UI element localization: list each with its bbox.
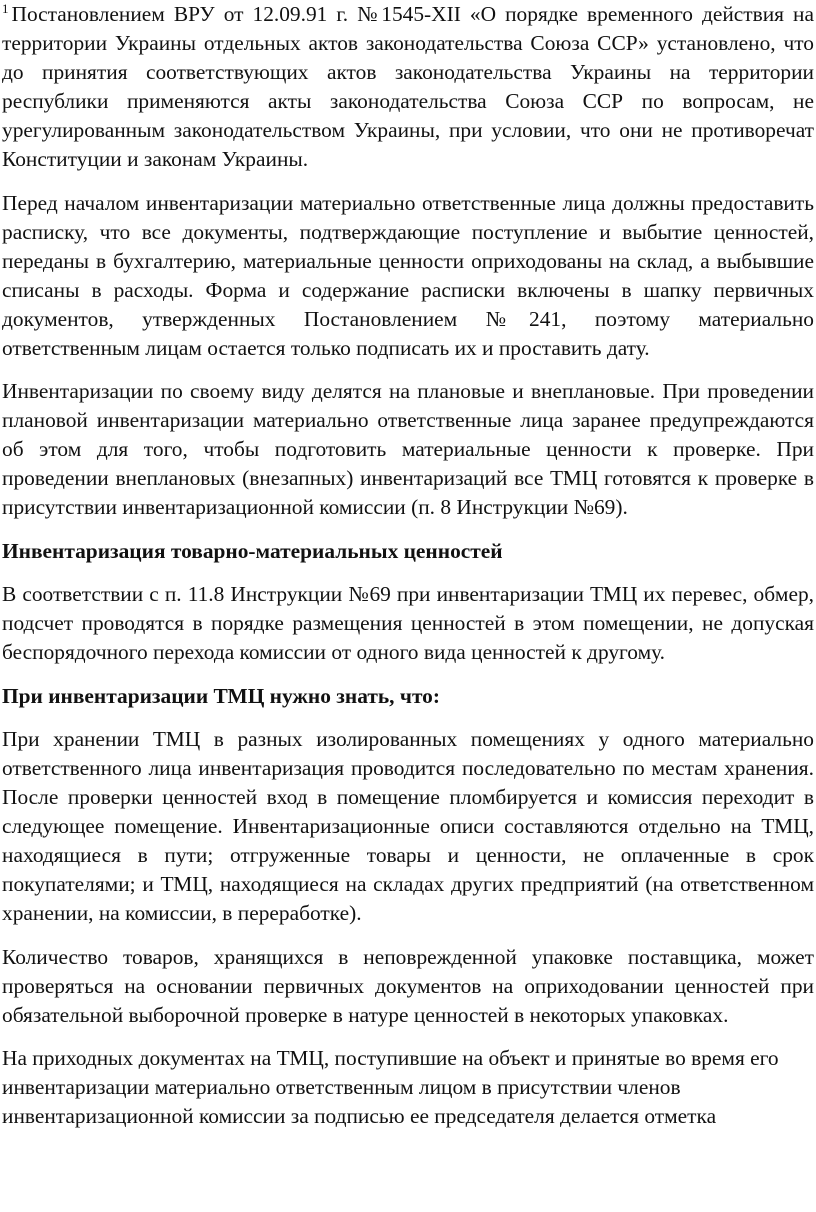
footnote	[2, 0, 814, 174]
paragraph-receipt: Перед началом инвентаризации материально ответственные лица должны предоставить расписку, что все документы, подтверждающие поступление и выбытие ценностей, переданы в бухгалтерию, материальные ценности оприходованы на склад, а выбывшие списаны в расходы. Форма и содержание расписки включены в шапку первичных документов, утвержденных Постановлением №241, поэтому материально ответственным лицам остается только подписать их и проставить дату.	[2, 190, 814, 360]
paragraph-incoming: На приходных документах на ТМЦ, поступившие на объект и принятые во время его инвентаризации материально ответственным лицом в присутствии членов инвентаризационной комиссии за подписью ее председателя делается отметка	[2, 1046, 779, 1128]
paragraph-types: Инвентаризации по своему виду делятся на плановые и внеплановые. При проведении плановой инвентаризации материально ответственные лица заранее предупреждаются об этом для того, чтобы подготовить материальные ценности к проверке. При проведении внеплановых (внезапных) инвентаризаций все ТМЦ готовятся к проверке в присутствии инвентаризационной комиссии (п. 8 Инструкции №69).	[2, 379, 814, 519]
footnote-marker: 1	[2, 1, 9, 16]
section-heading-know: При инвентаризации ТМЦ нужно знать, что:	[2, 683, 440, 708]
paragraph-packaging: Количество товаров, хранящихся в неповрежденной упаковке поставщика, может проверяться на основании первичных документов на оприходовании ценностей при обязательной выборочной проверке в натуре ценностей в некоторых упаковках.	[2, 944, 814, 1027]
paragraph-storage: При хранении ТМЦ в разных изолированных помещениях у одного материально ответственного лица инвентаризация проводится последовательно по местам хранения. После проверки ценностей вход в помещение пломбируется и комиссия переходит в следующее помещение. Инвентаризационные описи составляются отдельно на ТМЦ, находящиеся в пути; отгруженные товары и ценности, не оплаченные в срок покупателями; и ТМЦ, находящиеся на складах других предприятий (на ответственном хранении, на комиссии, в переработке).	[2, 727, 814, 925]
footnote-text: Постановлением ВРУ от 12.09.91 г. №1545-XII «О порядке временного действия на территории Украины отдельных актов законодательства Союза ССР» установлено, что до принятия соответствующих актов законодательства Украины на территории республики применяются акты законодательства Союза ССР по вопросам, не урегулированным законодательством Украины, при условии, что они не противоречат Конституции и законам Украины.	[2, 2, 814, 171]
section-heading-tmc: Инвентаризация товарно-материальных ценностей	[2, 538, 503, 563]
paragraph-order: В соответствии с п. 11.8 Инструкции №69 при инвентаризации ТМЦ их перевес, обмер, подсчет проводятся в порядке размещения ценностей в этом помещении, не допуская беспорядочного перехода комиссии от одного вида ценностей к другому.	[2, 582, 814, 664]
